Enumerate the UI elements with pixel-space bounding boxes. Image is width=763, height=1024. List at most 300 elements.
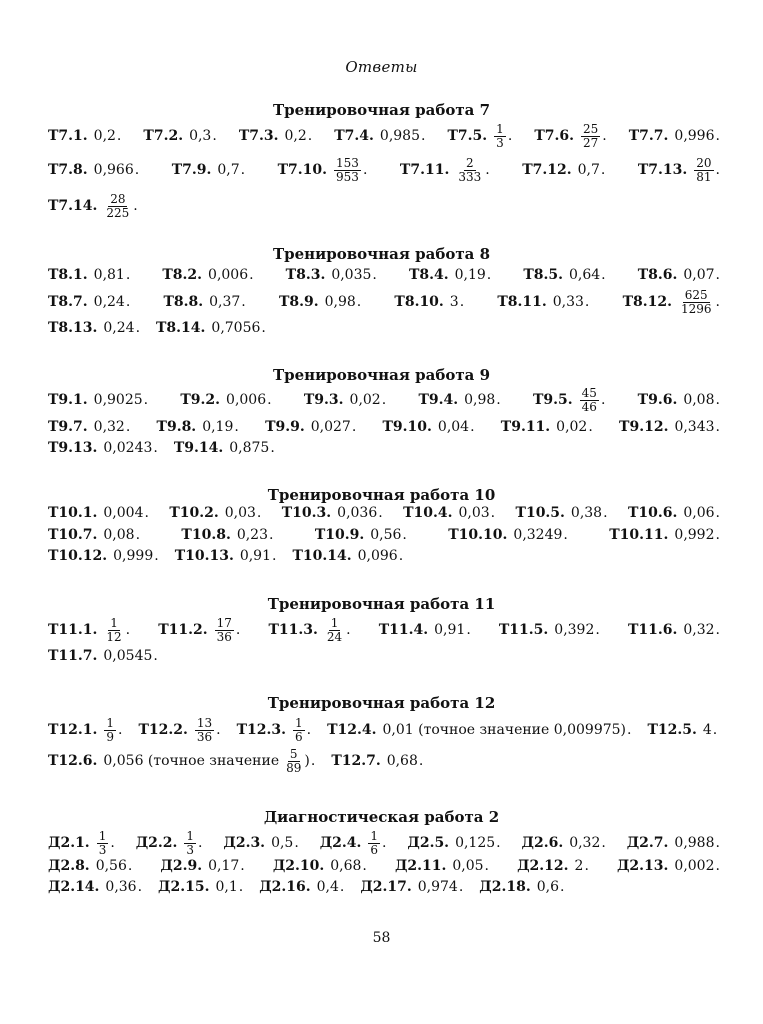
- answer-item: [278, 157, 368, 183]
- answer-item: [48, 419, 130, 435]
- answer-value: 0,68: [330, 858, 362, 874]
- answer-item: [533, 387, 605, 413]
- answer-value: 0,035: [331, 267, 372, 283]
- answer-item: [522, 835, 606, 851]
- punctuation: .: [216, 722, 221, 738]
- answer-label: Т10.9.: [314, 527, 365, 543]
- answer-item: [522, 162, 605, 178]
- answer-item: [282, 505, 383, 521]
- answer-item: [160, 858, 244, 874]
- punctuation: .: [600, 392, 606, 408]
- answer-label: Т7.10.: [277, 162, 328, 178]
- fraction-numerator: 1: [330, 615, 339, 630]
- answer-label: Т10.11.: [609, 527, 669, 543]
- answer-line: [48, 617, 720, 643]
- answer-label: Т8.4.: [408, 267, 449, 283]
- answer-line: [48, 717, 720, 743]
- punctuation: .: [256, 505, 262, 521]
- answer-value: 0,32: [683, 622, 715, 638]
- answer-value: 0,966: [93, 162, 134, 178]
- answer-label: Т10.14.: [292, 548, 352, 564]
- punctuation: .: [261, 320, 266, 336]
- fraction-numerator: 13: [196, 715, 213, 730]
- answer-item: [627, 835, 720, 851]
- punctuation: .: [125, 419, 131, 435]
- answer-item: [157, 419, 239, 435]
- answer-label: Т11.6.: [627, 622, 678, 638]
- answer-label: Т7.4.: [334, 128, 374, 144]
- answer-value: 0,7: [217, 162, 240, 178]
- answer-line: [48, 748, 720, 774]
- answer-item: [334, 128, 425, 144]
- answer-fraction: [195, 717, 214, 743]
- answer-item: [409, 267, 491, 283]
- answer-item: [327, 722, 631, 738]
- answer-label: Д2.10.: [272, 858, 325, 874]
- section-title: Тренировочная работа 9: [272, 366, 491, 384]
- fraction-denominator: 36: [216, 629, 232, 644]
- punctuation: .: [602, 128, 607, 144]
- answer-item: [48, 392, 148, 408]
- fraction-denominator: 333: [458, 169, 482, 184]
- answer-label: Д2.15.: [158, 879, 210, 895]
- answer-label: Д2.13.: [616, 858, 669, 874]
- answer-label: Т12.3.: [236, 722, 286, 738]
- answer-label: Т11.2.: [158, 622, 208, 638]
- answer-item: [162, 267, 253, 283]
- answer-item: [379, 622, 471, 638]
- section-title: Тренировочная работа 12: [267, 694, 496, 712]
- fraction-denominator: 89: [286, 760, 302, 775]
- answer-label: Д2.1.: [48, 835, 90, 851]
- answer-label: Т9.10.: [382, 419, 432, 435]
- answer-value: 0,0545: [103, 648, 153, 664]
- punctuation: .: [715, 505, 720, 521]
- answer-label: Т9.14.: [173, 440, 224, 456]
- punctuation: .: [154, 548, 159, 564]
- answer-value: 0,5: [271, 835, 294, 851]
- answer-value: 0,32: [93, 419, 125, 435]
- answer-value: 0,3: [189, 128, 212, 144]
- answer-value: 0,01 (точное значение 0,009975): [382, 722, 627, 738]
- answer-value: 0,91: [434, 622, 466, 638]
- punctuation: .: [125, 267, 131, 283]
- answer-value: 0,33: [552, 294, 584, 310]
- answer-label: Т7.13.: [637, 162, 688, 178]
- punctuation: .: [306, 722, 312, 738]
- answer-label: Т10.7.: [48, 527, 98, 543]
- punctuation: .: [240, 858, 245, 874]
- answer-item: [638, 157, 720, 183]
- answer-label: Т7.3.: [238, 128, 279, 144]
- answer-label: Т12.4.: [327, 722, 377, 738]
- answer-label: Т10.5.: [515, 505, 565, 521]
- punctuation: .: [584, 294, 590, 310]
- punctuation: .: [362, 162, 368, 178]
- answer-value: 0,027: [310, 419, 351, 435]
- answer-value: 0,2: [93, 128, 116, 144]
- fraction-numerator: 1: [110, 615, 118, 630]
- punctuation: .: [715, 527, 720, 543]
- punctuation: .: [153, 440, 158, 456]
- punctuation: .: [137, 879, 143, 895]
- answer-value: 0,64: [569, 267, 601, 283]
- answer-item: [273, 858, 367, 874]
- answer-fraction: [104, 617, 123, 643]
- punctuation: .: [595, 622, 600, 638]
- punctuation: .: [715, 622, 720, 638]
- punctuation: .: [715, 858, 720, 874]
- answer-fraction: [494, 123, 506, 149]
- punctuation: .: [267, 392, 272, 408]
- fraction-numerator: 28: [110, 191, 126, 206]
- answer-line: [48, 262, 720, 288]
- punctuation: .: [584, 858, 589, 874]
- answer-item: [48, 617, 130, 643]
- answer-line: [48, 543, 720, 569]
- fraction-numerator: 625: [684, 287, 708, 302]
- answer-label: Т11.4.: [378, 622, 429, 638]
- answer-value: 0,08: [103, 527, 135, 543]
- answer-value: 0,996: [674, 128, 715, 144]
- section-title: Тренировочная работа 10: [267, 486, 496, 504]
- answer-label: Д2.7.: [626, 835, 669, 851]
- answer-label: Т7.2.: [143, 128, 184, 144]
- answer-value: 0,04: [437, 419, 470, 435]
- answer-label: Д2.18.: [479, 879, 531, 895]
- punctuation: .: [240, 162, 246, 178]
- answer-item: [48, 128, 121, 144]
- answer-value: 0,98: [324, 294, 356, 310]
- answer-value: 0,56: [95, 858, 127, 874]
- answer-label: Д2.9.: [160, 858, 203, 874]
- answer-label: Д2.6.: [521, 835, 564, 851]
- punctuation: .: [339, 879, 345, 895]
- answer-label: Т9.6.: [637, 392, 678, 408]
- answer-line: [48, 643, 720, 669]
- answer-item: [48, 548, 159, 564]
- answer-item: [619, 419, 720, 435]
- answer-value: 0,98: [464, 392, 496, 408]
- fraction-denominator: 3: [186, 842, 195, 857]
- punctuation: .: [458, 879, 464, 895]
- answer-label: Т8.11.: [497, 294, 547, 310]
- answer-label: Т9.3.: [303, 392, 344, 408]
- answer-label: Д2.16.: [259, 879, 311, 895]
- answer-label: Т9.2.: [180, 392, 221, 408]
- answer-value: 0,23: [236, 527, 268, 543]
- answer-item: [48, 505, 149, 521]
- punctuation: .: [272, 548, 277, 564]
- answer-label: Т10.10.: [448, 527, 508, 543]
- section-title: Тренировочная работа 7: [272, 101, 491, 119]
- punctuation: .: [470, 419, 475, 435]
- punctuation: .: [310, 753, 316, 769]
- answer-value: 3: [449, 294, 459, 310]
- fraction-numerator: 17: [216, 615, 232, 630]
- answer-value: 0,06: [683, 505, 715, 521]
- answer-value: 0,7: [577, 162, 600, 178]
- answer-fraction: [104, 717, 116, 743]
- answer-label: Д2.8.: [48, 858, 90, 874]
- answer-label: Т8.5.: [523, 267, 563, 283]
- answer-label: Т8.6.: [637, 267, 678, 283]
- answer-value: 0,974: [417, 879, 458, 895]
- answer-value: 0,24: [93, 294, 125, 310]
- section-title: Диагностическая работа 2: [263, 808, 500, 826]
- answer-item: [286, 267, 377, 283]
- answer-value: 0,992: [674, 527, 715, 543]
- answer-label: Т9.12.: [619, 419, 669, 435]
- answer-item: [638, 392, 720, 408]
- answer-label: Т12.5.: [647, 722, 697, 738]
- answer-label: Т12.1.: [48, 722, 98, 738]
- answer-item: [418, 392, 500, 408]
- fraction-numerator: 153: [336, 155, 359, 170]
- answer-line: [48, 289, 720, 315]
- fraction-denominator: 81: [696, 169, 712, 184]
- answer-line: [48, 315, 720, 341]
- answer-value: 0,002: [674, 858, 715, 874]
- answer-fraction: [325, 617, 344, 643]
- answer-label: Т9.4.: [418, 392, 459, 408]
- fraction-denominator: 3: [496, 135, 504, 150]
- punctuation: .: [268, 527, 274, 543]
- answer-value: 0,32: [569, 835, 601, 851]
- answer-value: 0,1: [215, 879, 238, 895]
- fraction-numerator: 20: [696, 155, 712, 170]
- answer-label: Т8.3.: [285, 267, 326, 283]
- answer-value: 0,875: [229, 440, 270, 456]
- answer-item: [523, 267, 605, 283]
- answer-item: [400, 157, 490, 183]
- answer-item: [163, 294, 245, 310]
- answer-label: Д2.11.: [394, 858, 447, 874]
- fraction-denominator: 24: [326, 629, 343, 644]
- answer-value: 0,0243: [103, 440, 153, 456]
- answer-item: [143, 128, 216, 144]
- answer-label: Т7.14.: [48, 198, 98, 214]
- answer-label: Т9.1.: [48, 392, 88, 408]
- fraction-denominator: 46: [581, 399, 597, 414]
- answer-item: [623, 289, 720, 315]
- punctuation: .: [307, 128, 313, 144]
- answer-label: Д2.17.: [360, 879, 412, 895]
- punctuation: .: [294, 835, 299, 851]
- answer-value: 0,02: [349, 392, 381, 408]
- page-header: Ответы: [345, 58, 418, 76]
- answer-item: [448, 527, 568, 543]
- answer-value: 0,37: [209, 294, 241, 310]
- fraction-denominator: 6: [370, 842, 379, 857]
- punctuation: .: [356, 294, 362, 310]
- answer-label: Т10.6.: [627, 505, 678, 521]
- answer-item: [48, 879, 142, 895]
- answer-value: 0,05: [452, 858, 484, 874]
- punctuation: .: [588, 419, 593, 435]
- fraction-numerator: 45: [581, 385, 597, 400]
- answer-value: 0,07: [683, 267, 715, 283]
- answer-value: 0,096: [357, 548, 398, 564]
- fraction-denominator: 3: [98, 842, 107, 857]
- answer-value: 0,9025: [93, 392, 143, 408]
- answer-value: 0,6: [536, 879, 559, 895]
- answer-item: [48, 294, 130, 310]
- answer-item: [629, 128, 720, 144]
- punctuation: .: [118, 722, 123, 738]
- punctuation: .: [135, 527, 141, 543]
- punctuation: .: [110, 835, 115, 851]
- answer-fraction: [694, 157, 713, 183]
- punctuation: .: [143, 392, 149, 408]
- answer-label: Т10.1.: [48, 505, 98, 521]
- answer-item: [628, 505, 720, 521]
- answer-item: [638, 267, 720, 283]
- fraction-numerator: 1: [370, 828, 379, 843]
- answer-fraction: [581, 123, 600, 149]
- section-title: Тренировочная работа 8: [272, 245, 491, 263]
- answer-item: [172, 162, 245, 178]
- fraction-numerator: 1: [186, 828, 195, 843]
- answer-label: Т7.6.: [534, 128, 574, 144]
- punctuation: .: [402, 527, 407, 543]
- answer-fraction: [580, 387, 599, 413]
- answer-item: [647, 722, 717, 738]
- answer-value: 0,56: [370, 527, 402, 543]
- punctuation: .: [238, 879, 244, 895]
- punctuation: .: [212, 128, 217, 144]
- punctuation: .: [715, 419, 720, 435]
- punctuation: .: [418, 753, 424, 769]
- answer-label: Т11.5.: [498, 622, 549, 638]
- answer-fraction: [284, 748, 303, 774]
- answer-label: Т9.11.: [500, 419, 551, 435]
- answer-value: 0,08: [683, 392, 715, 408]
- answer-item: [448, 123, 513, 149]
- section-title: Тренировочная работа 11: [267, 595, 496, 613]
- answer-label: Т8.2.: [162, 267, 203, 283]
- punctuation: .: [490, 505, 496, 521]
- answer-label: Т9.13.: [48, 440, 98, 456]
- answer-item: [175, 548, 277, 564]
- punctuation: .: [486, 267, 492, 283]
- fraction-denominator: 1296: [680, 301, 712, 316]
- answer-item: [292, 548, 403, 564]
- punctuation: .: [235, 622, 241, 638]
- answer-value: 0,19: [202, 419, 234, 435]
- answer-value: 0,68: [386, 753, 418, 769]
- punctuation: .: [715, 162, 720, 178]
- answer-label: Т10.8.: [181, 527, 231, 543]
- answer-label: Т12.2.: [138, 722, 188, 738]
- punctuation: .: [134, 162, 140, 178]
- punctuation: .: [249, 267, 254, 283]
- fraction-numerator: 1: [106, 715, 115, 730]
- answer-item: [48, 648, 158, 664]
- answer-fraction: [215, 617, 234, 643]
- answer-item: [265, 419, 356, 435]
- answer-label: Т9.7.: [48, 419, 88, 435]
- punctuation: .: [198, 835, 203, 851]
- answer-label: Т9.9.: [265, 419, 305, 435]
- answer-value: 4: [702, 722, 712, 738]
- answer-value: 0,125: [455, 835, 496, 851]
- answer-label: Т8.10.: [394, 294, 444, 310]
- punctuation: .: [270, 440, 275, 456]
- answer-item: [48, 527, 140, 543]
- answer-value: 0,24: [103, 320, 135, 336]
- answer-item: [239, 128, 312, 144]
- answer-label: Д2.4.: [319, 835, 362, 851]
- punctuation: .: [485, 162, 490, 178]
- answer-item: [628, 622, 720, 638]
- punctuation: .: [133, 198, 138, 214]
- answer-fraction: [104, 193, 131, 219]
- answer-label: Т7.7.: [628, 128, 669, 144]
- answer-value: 0,7056: [211, 320, 261, 336]
- answer-label: Т7.9.: [171, 162, 212, 178]
- answer-label: Д2.2.: [135, 835, 178, 851]
- answer-line: [48, 123, 720, 149]
- punctuation: .: [600, 162, 606, 178]
- answer-item: [223, 835, 298, 851]
- answer-line: [48, 193, 720, 219]
- answer-item: [174, 440, 275, 456]
- answer-label: Т9.5.: [533, 392, 573, 408]
- punctuation: .: [382, 835, 387, 851]
- answer-value: 0,17: [208, 858, 240, 874]
- fraction-denominator: 12: [106, 629, 122, 644]
- answer-label: Т10.13.: [174, 548, 234, 564]
- answer-label: Т8.12.: [622, 294, 672, 310]
- answer-item: [534, 123, 606, 149]
- answer-value: 0,036: [337, 505, 378, 521]
- answer-label: Т9.8.: [156, 419, 197, 435]
- answer-item: [169, 505, 261, 521]
- answer-item: [48, 717, 122, 743]
- answer-item: [383, 419, 475, 435]
- punctuation: .: [351, 419, 357, 435]
- punctuation: .: [715, 392, 720, 408]
- answer-line: [48, 435, 720, 461]
- punctuation: .: [125, 294, 131, 310]
- answer-item: [279, 294, 361, 310]
- answer-value: 0,4: [316, 879, 339, 895]
- punctuation: .: [715, 835, 720, 851]
- punctuation: .: [496, 392, 501, 408]
- answer-item: [516, 505, 608, 521]
- punctuation: .: [627, 722, 632, 738]
- answer-item: [360, 879, 463, 895]
- answer-item: [48, 858, 132, 874]
- answer-label: Т8.14.: [156, 320, 206, 336]
- answer-value: 0,91: [239, 548, 271, 564]
- answer-item: [48, 320, 140, 336]
- answer-fraction: [679, 289, 714, 315]
- answer-item: [259, 879, 344, 895]
- punctuation: .: [421, 128, 426, 144]
- answer-value: 0,36: [105, 879, 137, 895]
- punctuation: .: [715, 294, 720, 310]
- punctuation: .: [372, 267, 377, 283]
- answer-item: [304, 392, 386, 408]
- answer-item: [479, 879, 564, 895]
- answer-item: [394, 294, 464, 310]
- answer-suffix: ): [304, 753, 310, 769]
- answer-label: Т11.1.: [48, 622, 98, 638]
- answer-item: [501, 419, 593, 435]
- answer-item: [315, 527, 407, 543]
